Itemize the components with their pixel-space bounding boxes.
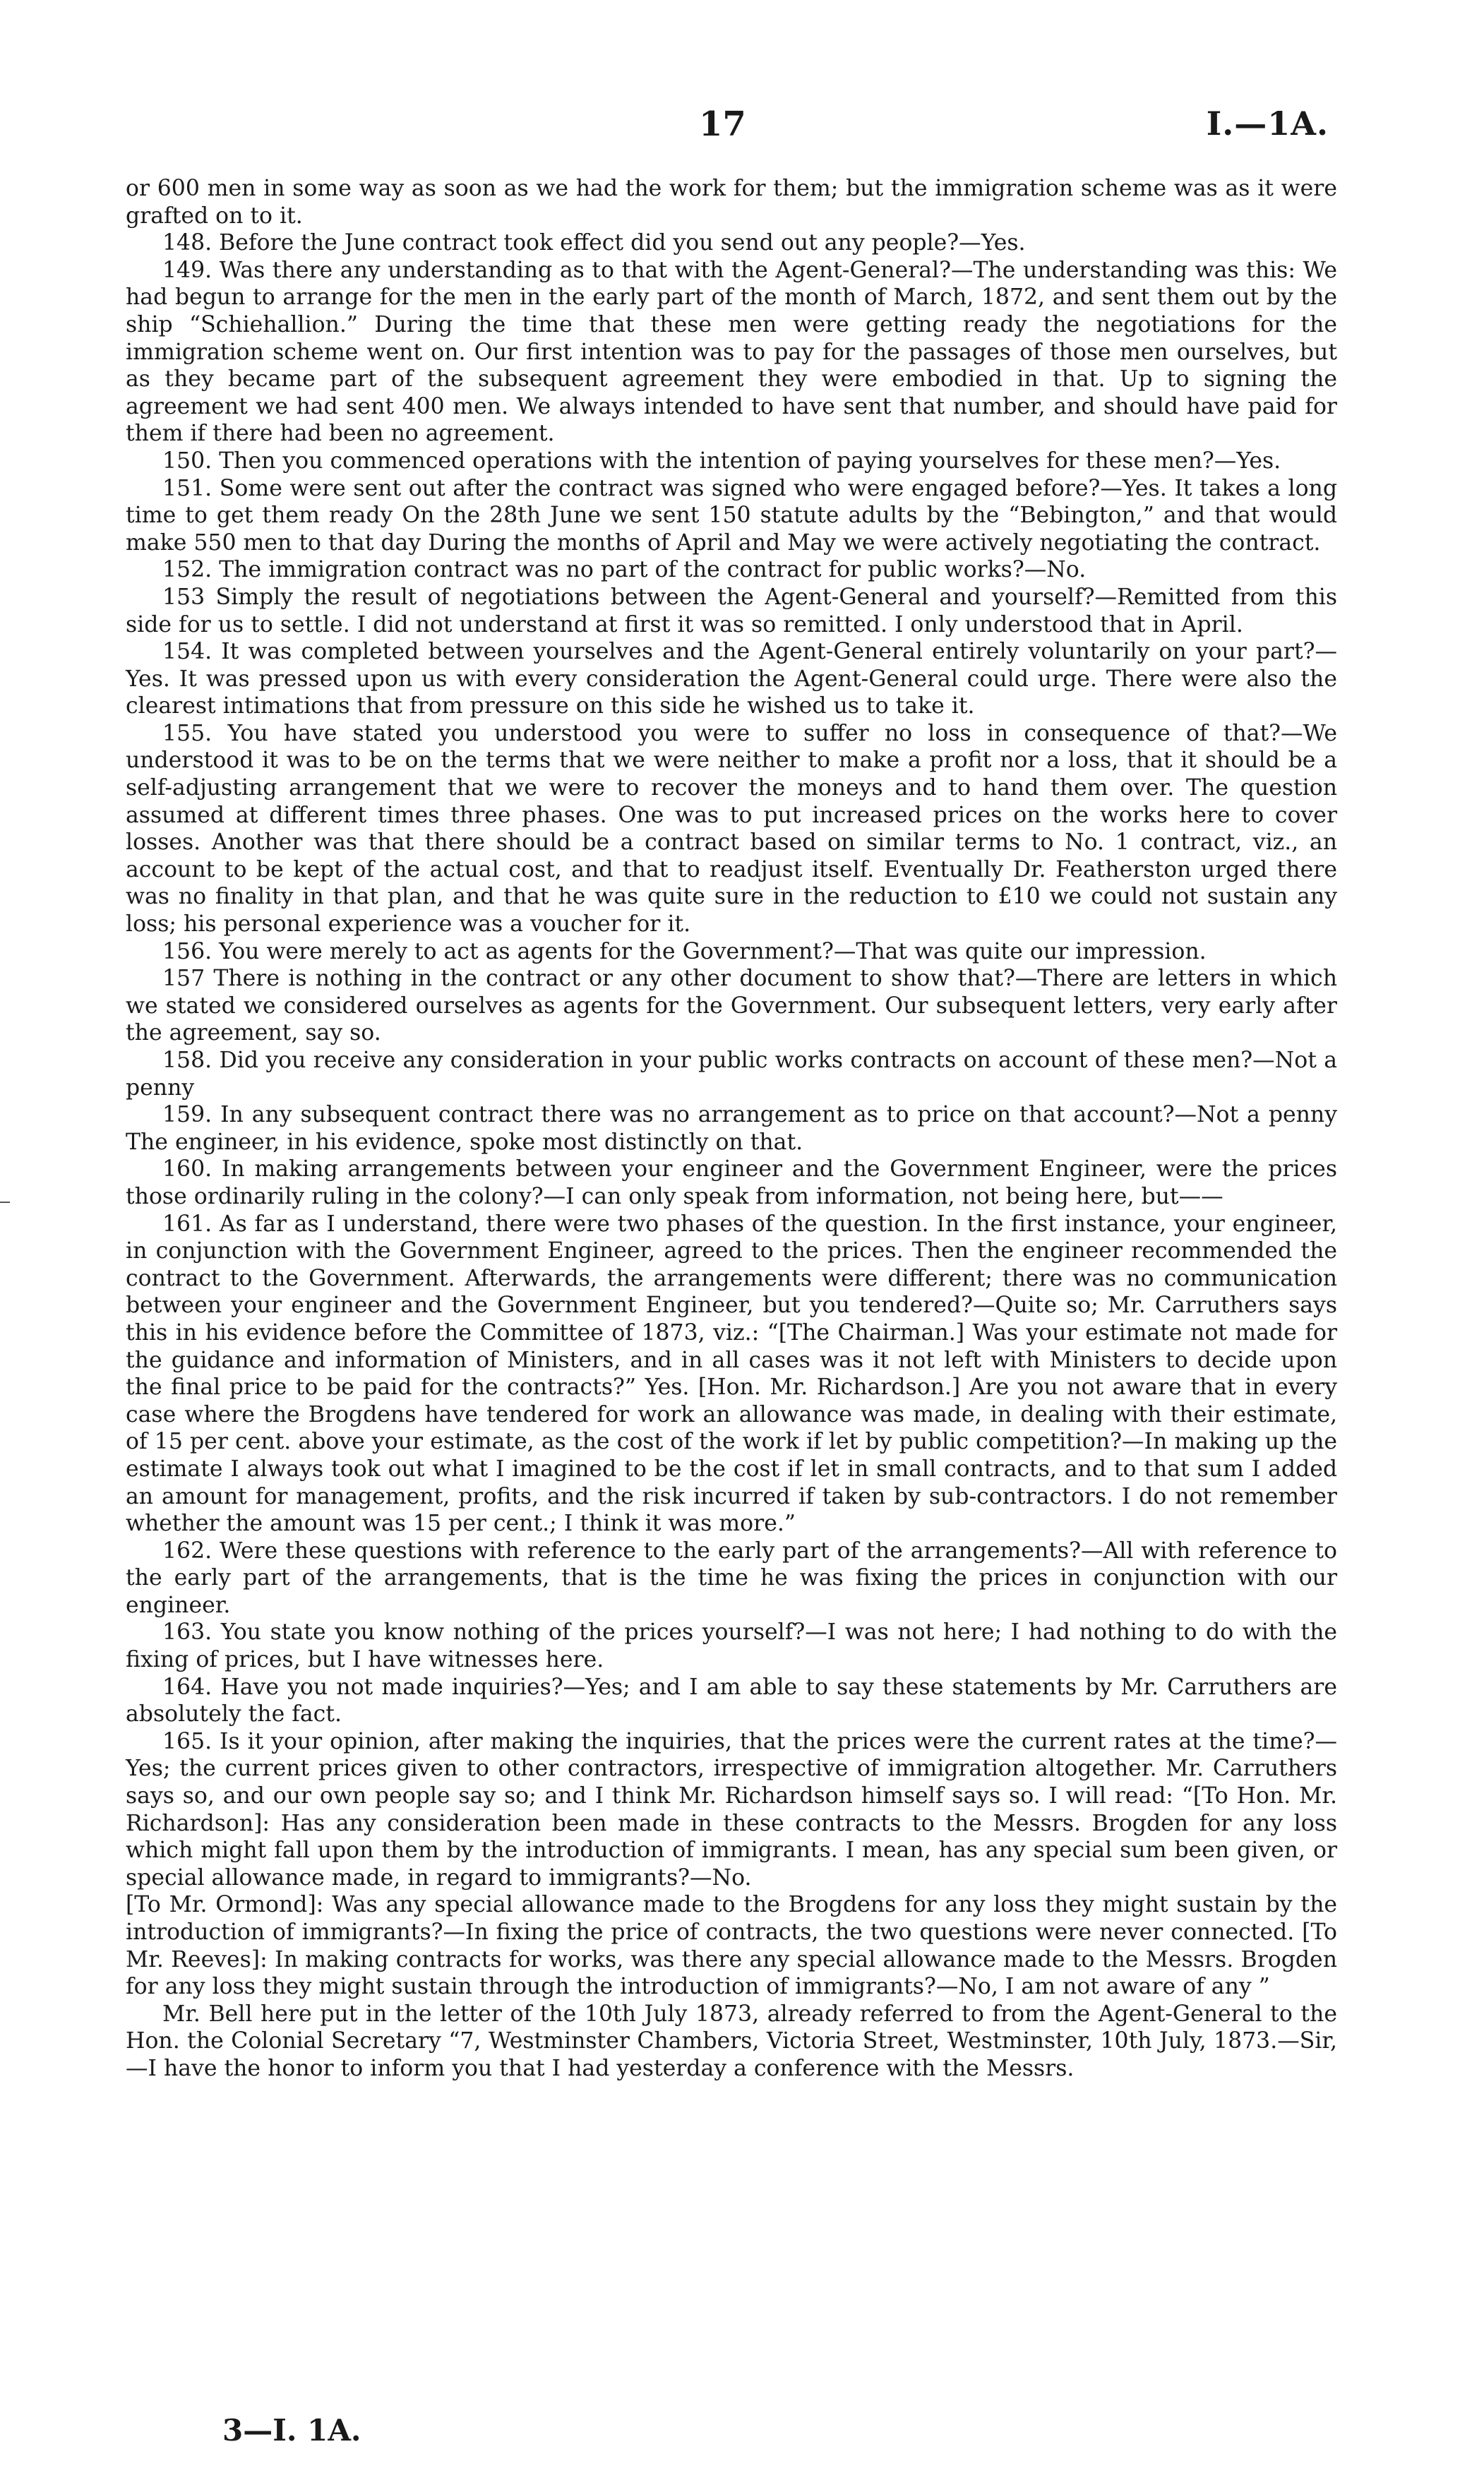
question-154: 154. It was completed between yourselves and the Agent-General entirely voluntarily on your part?—Yes. It was pressed upon us with every consideration the Agent-General could urge. There were also the clearest intimations that from pressure on this side he wished us to take it. <box>126 639 1337 719</box>
question-164: 164. Have you not made inquiries?—Yes; and I am able to say these statements by Mr. Carruthers are absolutely the fact. <box>126 1674 1337 1727</box>
question-165: 165. Is it your opinion, after making the inquiries, that the prices were the current rates at the time?—Yes; the current prices given to other contractors, irrespective of immigration altogether. Mr. Carruthers says so, and our own people say so; and I think Mr. Richardson himself says so. I will read: “[To Hon. Mr. Richardson]: Has any consideration been made in these contracts to the Messrs. Brogden for any loss which might fall upon them by the introduction of immigrants. I mean, has any special sum been given, or special allowance made, in regard to immigrants?—No. <box>126 1728 1337 1891</box>
question-160: 160. In making arrangements between your engineer and the Government Engineer, were the prices those ordinarily ruling in the colony?—I can only speak from information, not being here, but—— <box>126 1156 1337 1209</box>
question-148: 148. Before the June contract took effect did you send out any people?—Yes. <box>162 230 1026 256</box>
question-157: 157 There is nothing in the contract or any other document to show that?—There are letters in which we stated we considered ourselves as agents for the Government. Our subsequent letters, very early after the agreement, say so. <box>126 966 1337 1046</box>
question-163: 163. You state you know nothing of the prices yourself?—I was not here; I had nothing to do with the fixing of prices, but I have witnesses here. <box>126 1619 1337 1673</box>
question-161: 161. As far as I understand, there were two phases of the question. In the first instance, your engineer, in conjunction with the Government Engineer, agreed to the prices. Then the engineer recommended the contract to the Government. Afterwards, the arrangements were different; there was no communication between your engineer and the Government Engineer, but you tendered?—Quite so; Mr. Carruthers says this in his evidence before the Committee of 1873, viz.: “[The Chairman.] Was your estimate not made for the guidance and information of Ministers, and in all cases was it not left with Ministers to decide upon the final price to be paid for the contracts?” Yes. [Hon. Mr. Richardson.] Are you not aware that in every case where the Brogdens have tendered for work an allowance was made, in dealing with their estimate, of 15 per cent. above your estimate, as the cost of the work if let by public competition?—In making up the estimate I always took out what I imagined to be the cost if let in small contracts, and to that sum I added an amount for management, profits, and the risk incurred if taken by sub-contractors. I do not remember whether the amount was 15 per cent.; I think it was more.” <box>126 1211 1337 1537</box>
question-152: 152. The immigration contract was no part of the contract for public works?—No. <box>162 557 1087 583</box>
question-155: 155. You have stated you understood you were to suffer no loss in consequence of that?—We understood it was to be on the terms that we were neither to make a profit nor a loss, that it should be a self-adjusting arrangement that we were to recover the moneys and to hand them over. The question assumed at different times three phases. One was to put increased prices on the works here to cover losses. Another was that there should be a contract based on similar terms to No. 1 contract, viz., an account to be kept of the actual cost, and that to readjust itself. Eventually Dr. Featherston urged there was no finality in that plan, and that he was quite sure in the reduction to £10 we could not sustain any loss; his personal experience was a voucher for it. <box>126 720 1337 938</box>
question-150: 150. Then you commenced operations with the intention of paying yourselves for these men?—Yes. <box>162 448 1281 474</box>
page-number: 17 <box>699 104 746 144</box>
document-code: I.—1A. <box>1206 104 1329 143</box>
body-text <box>126 175 1337 2083</box>
bell-letter-paragraph: Mr. Bell here put in the letter of the 10th July 1873, already referred to from the Agent-General to the Hon. the Colonial Secretary “7, Westminster Chambers, Victoria Street, Westminster, 10th July, 1873.—Sir,—I have the honor to inform you that I had yesterday a conference with the Messrs. <box>126 2001 1337 2081</box>
question-159: 159. In any subsequent contract there was no arrangement as to price on that account?—Not a penny The engineer, in his evidence, spoke most distinctly on that. <box>126 1102 1337 1155</box>
question-165-continued: [To Mr. Ormond]: Was any special allowance made to the Brogdens for any loss they might sustain by the introduction of immigrants?—In fixing the price of contracts, the two questions were never connected. [To Mr. Reeves]: In making contracts for works, was there any special allowance made to the Messrs. Brogden for any loss they might sustain through the introduction of immigrants?—No, I am not aware of any ” <box>126 1892 1337 2000</box>
paragraph-continuation: or 600 men in some way as soon as we had the work for them; but the immigration scheme was as it were grafted on to it. <box>126 176 1337 229</box>
question-153: 153 Simply the result of negotiations between the Agent-General and yourself?—Remitted from this side for us to settle. I did not understand at first it was so remitted. I only understood that in April. <box>126 584 1337 637</box>
signature-mark: 3—I. 1A. <box>222 2413 361 2448</box>
margin-mark <box>0 1202 10 1203</box>
question-158: 158. Did you receive any consideration in your public works contracts on account of these men?—Not a penny <box>126 1048 1337 1101</box>
question-162: 162. Were these questions with reference to the early part of the arrangements?—All with reference to the early part of the arrangements, that is the time he was fixing the prices in conjunction with our engineer. <box>126 1538 1337 1618</box>
question-151: 151. Some were sent out after the contract was signed who were engaged before?—Yes. It takes a long time to get them ready On the 28th June we sent 150 statute adults by the “Bebington,” and that would make 550 men to that day During the months of April and May we were actively negotiating the contract. <box>126 475 1337 556</box>
question-156: 156. You were merely to act as agents for the Government?—That was quite our impression. <box>162 938 1207 964</box>
question-149: 149. Was there any understanding as to that with the Agent-General?—The understanding was this: We had begun to arrange for the men in the early part of the month of March, 1872, and sent them out by the ship “Schiehallion.” During the time that these men were getting ready the negotiations for the immigration scheme went on. Our first intention was to pay for the passages of those men ourselves, but as they became part of the subsequent agreement they were embodied in that. Up to signing the agreement we had sent 400 men. We always intended to have sent that number, and should have paid for them if there had been no agreement. <box>126 257 1337 447</box>
